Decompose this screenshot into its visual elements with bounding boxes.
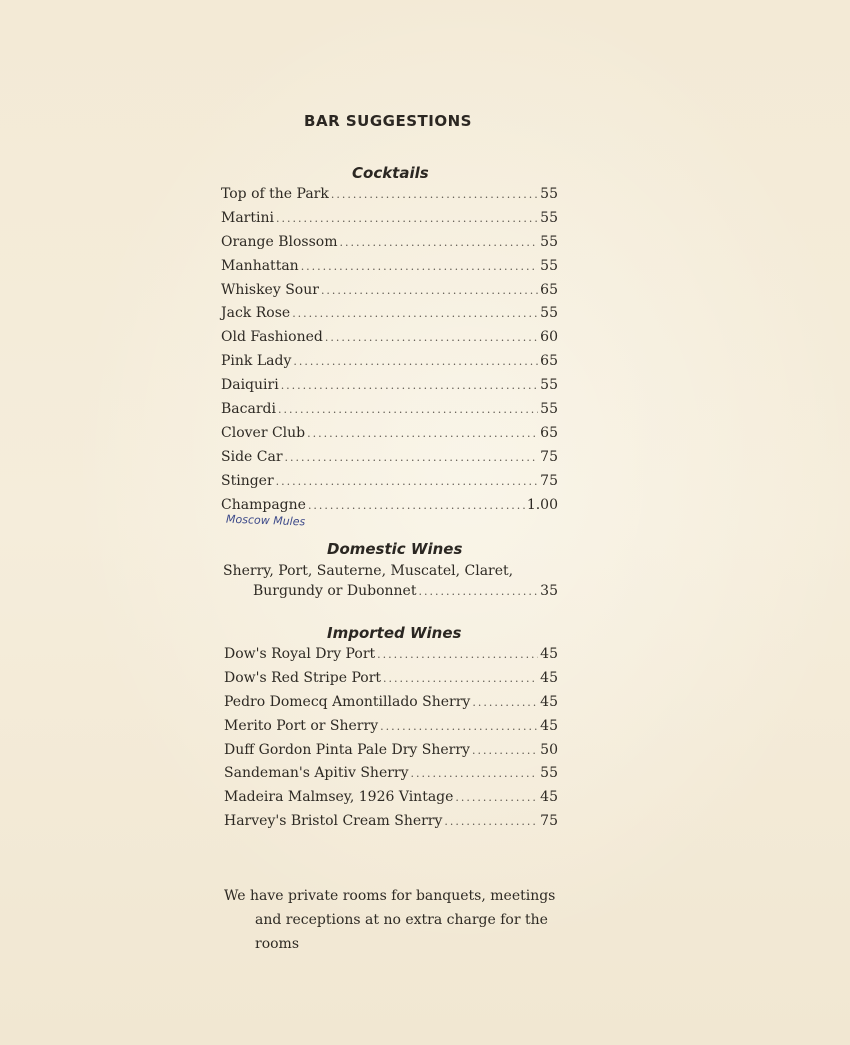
leader-dots	[321, 284, 538, 297]
domestic-wines-price: 35	[540, 583, 558, 599]
menu-item	[224, 765, 558, 789]
menu-item-name: Manhattan	[221, 257, 299, 274]
menu-item-price: 65	[540, 281, 558, 298]
leader-dots	[307, 427, 538, 440]
imported-wines-list	[224, 646, 558, 837]
menu-item-price: 65	[540, 424, 558, 441]
menu-item	[221, 377, 558, 401]
cocktail-list	[221, 186, 558, 520]
menu-item-name: Clover Club	[221, 424, 306, 441]
menu-item	[224, 646, 558, 670]
menu-item-price: 55	[540, 209, 558, 226]
menu-item-price: 45	[540, 669, 558, 686]
menu-item-name: Pedro Domecq Amontillado Sherry	[224, 693, 471, 710]
menu-item-name: Harvey's Bristol Cream Sherry	[224, 813, 443, 830]
menu-item	[221, 186, 558, 210]
leader-dots	[301, 260, 538, 273]
menu-item	[221, 258, 558, 282]
leader-dots	[278, 403, 538, 416]
domestic-wines-heading: Domestic Wines	[327, 540, 463, 558]
leader-dots	[411, 767, 539, 780]
leader-dots	[331, 188, 538, 201]
menu-item-name: Martini	[221, 209, 274, 226]
footer-note	[224, 884, 559, 956]
menu-item-price: 45	[540, 646, 558, 662]
menu-item	[221, 282, 558, 306]
menu-item-name: Sandeman's Apitiv Sherry	[224, 765, 409, 782]
leader-dots	[472, 696, 538, 709]
menu-item-name: Duff Gordon Pinta Pale Dry Sherry	[224, 741, 470, 758]
menu-item	[224, 742, 558, 766]
menu-item	[221, 234, 558, 258]
menu-item-price: 75	[540, 813, 558, 830]
leader-dots	[472, 744, 538, 757]
menu-item-price: 75	[540, 448, 558, 465]
leader-dots	[325, 331, 538, 344]
menu-item-name: Side Car	[221, 448, 283, 465]
menu-item-price: 75	[540, 472, 558, 489]
cocktails-heading: Cocktails	[352, 164, 429, 182]
menu-item	[224, 789, 558, 813]
leader-dots	[285, 451, 539, 464]
menu-item	[221, 353, 558, 377]
footer-line-3: rooms	[255, 936, 300, 952]
menu-item	[221, 473, 558, 497]
menu-item-name: Bacardi	[221, 401, 276, 418]
menu-item-price: 45	[540, 693, 558, 710]
menu-item-name: Old Fashioned	[221, 329, 323, 346]
menu-item-price: 55	[540, 377, 558, 394]
menu-item	[224, 670, 558, 694]
menu-item	[224, 813, 558, 837]
menu-item-name: Stinger	[221, 472, 274, 489]
leader-dots	[418, 585, 538, 598]
menu-item-name: Whiskey Sour	[221, 281, 319, 298]
menu-item	[224, 718, 558, 742]
domestic-wines-line-1: Sherry, Port, Sauterne, Muscatel, Claret,	[223, 563, 514, 579]
menu-item-price: 55	[540, 257, 558, 274]
leader-dots	[340, 236, 539, 249]
menu-item-name: Dow's Red Stripe Port	[224, 669, 382, 686]
menu-item	[221, 449, 558, 473]
handwritten-note: Moscow Mules	[225, 512, 306, 529]
leader-dots	[292, 307, 538, 320]
menu-item-price: 45	[540, 717, 558, 734]
domestic-wines-entry	[223, 563, 558, 603]
leader-dots	[293, 355, 538, 368]
menu-item-price: 55	[540, 305, 558, 322]
menu-item-name: Jack Rose	[221, 305, 291, 322]
menu-item	[221, 305, 558, 329]
leader-dots	[380, 720, 538, 733]
menu-item-name: Champagne	[221, 496, 306, 513]
menu-item	[221, 210, 558, 234]
menu-item-price: 60	[540, 329, 558, 346]
menu-item-name: Madeira Malmsey, 1926 Vintage	[224, 789, 454, 806]
menu-item-price: 55	[540, 401, 558, 418]
domestic-wines-name: Burgundy or Dubonnet	[253, 583, 417, 599]
leader-dots	[377, 648, 538, 661]
page-title: BAR SUGGESTIONS	[304, 112, 472, 130]
menu-item-name: Pink Lady	[221, 353, 292, 370]
domestic-wines-line-2	[223, 583, 558, 603]
menu-item-name: Top of the Park	[221, 186, 329, 202]
footer-line-2: and receptions at no extra charge for the	[255, 912, 548, 928]
footer-line-1: We have private rooms for banquets, meetings	[224, 888, 556, 904]
menu-item-price: 55	[540, 233, 558, 250]
leader-dots	[383, 672, 538, 685]
leader-dots	[455, 791, 538, 804]
leader-dots	[308, 499, 525, 512]
menu-item-price: 45	[540, 789, 558, 806]
leader-dots	[281, 379, 538, 392]
menu-item-name: Orange Blossom	[221, 233, 338, 250]
leader-dots	[276, 212, 538, 225]
menu-item	[224, 694, 558, 718]
menu-item-name: Merito Port or Sherry	[224, 717, 379, 734]
menu-item-price: 50	[540, 741, 558, 758]
menu-item-name: Daiquiri	[221, 377, 279, 394]
menu-item	[221, 329, 558, 353]
menu-item-name: Dow's Royal Dry Port	[224, 646, 376, 662]
menu-item	[221, 401, 558, 425]
menu-item-price: 65	[540, 353, 558, 370]
leader-dots	[444, 815, 538, 828]
menu-item-price: 55	[540, 186, 558, 202]
menu-item-price: 1.00	[526, 496, 558, 513]
menu-item	[221, 425, 558, 449]
imported-wines-heading: Imported Wines	[327, 624, 462, 642]
menu-item-price: 55	[540, 765, 558, 782]
leader-dots	[276, 475, 539, 488]
